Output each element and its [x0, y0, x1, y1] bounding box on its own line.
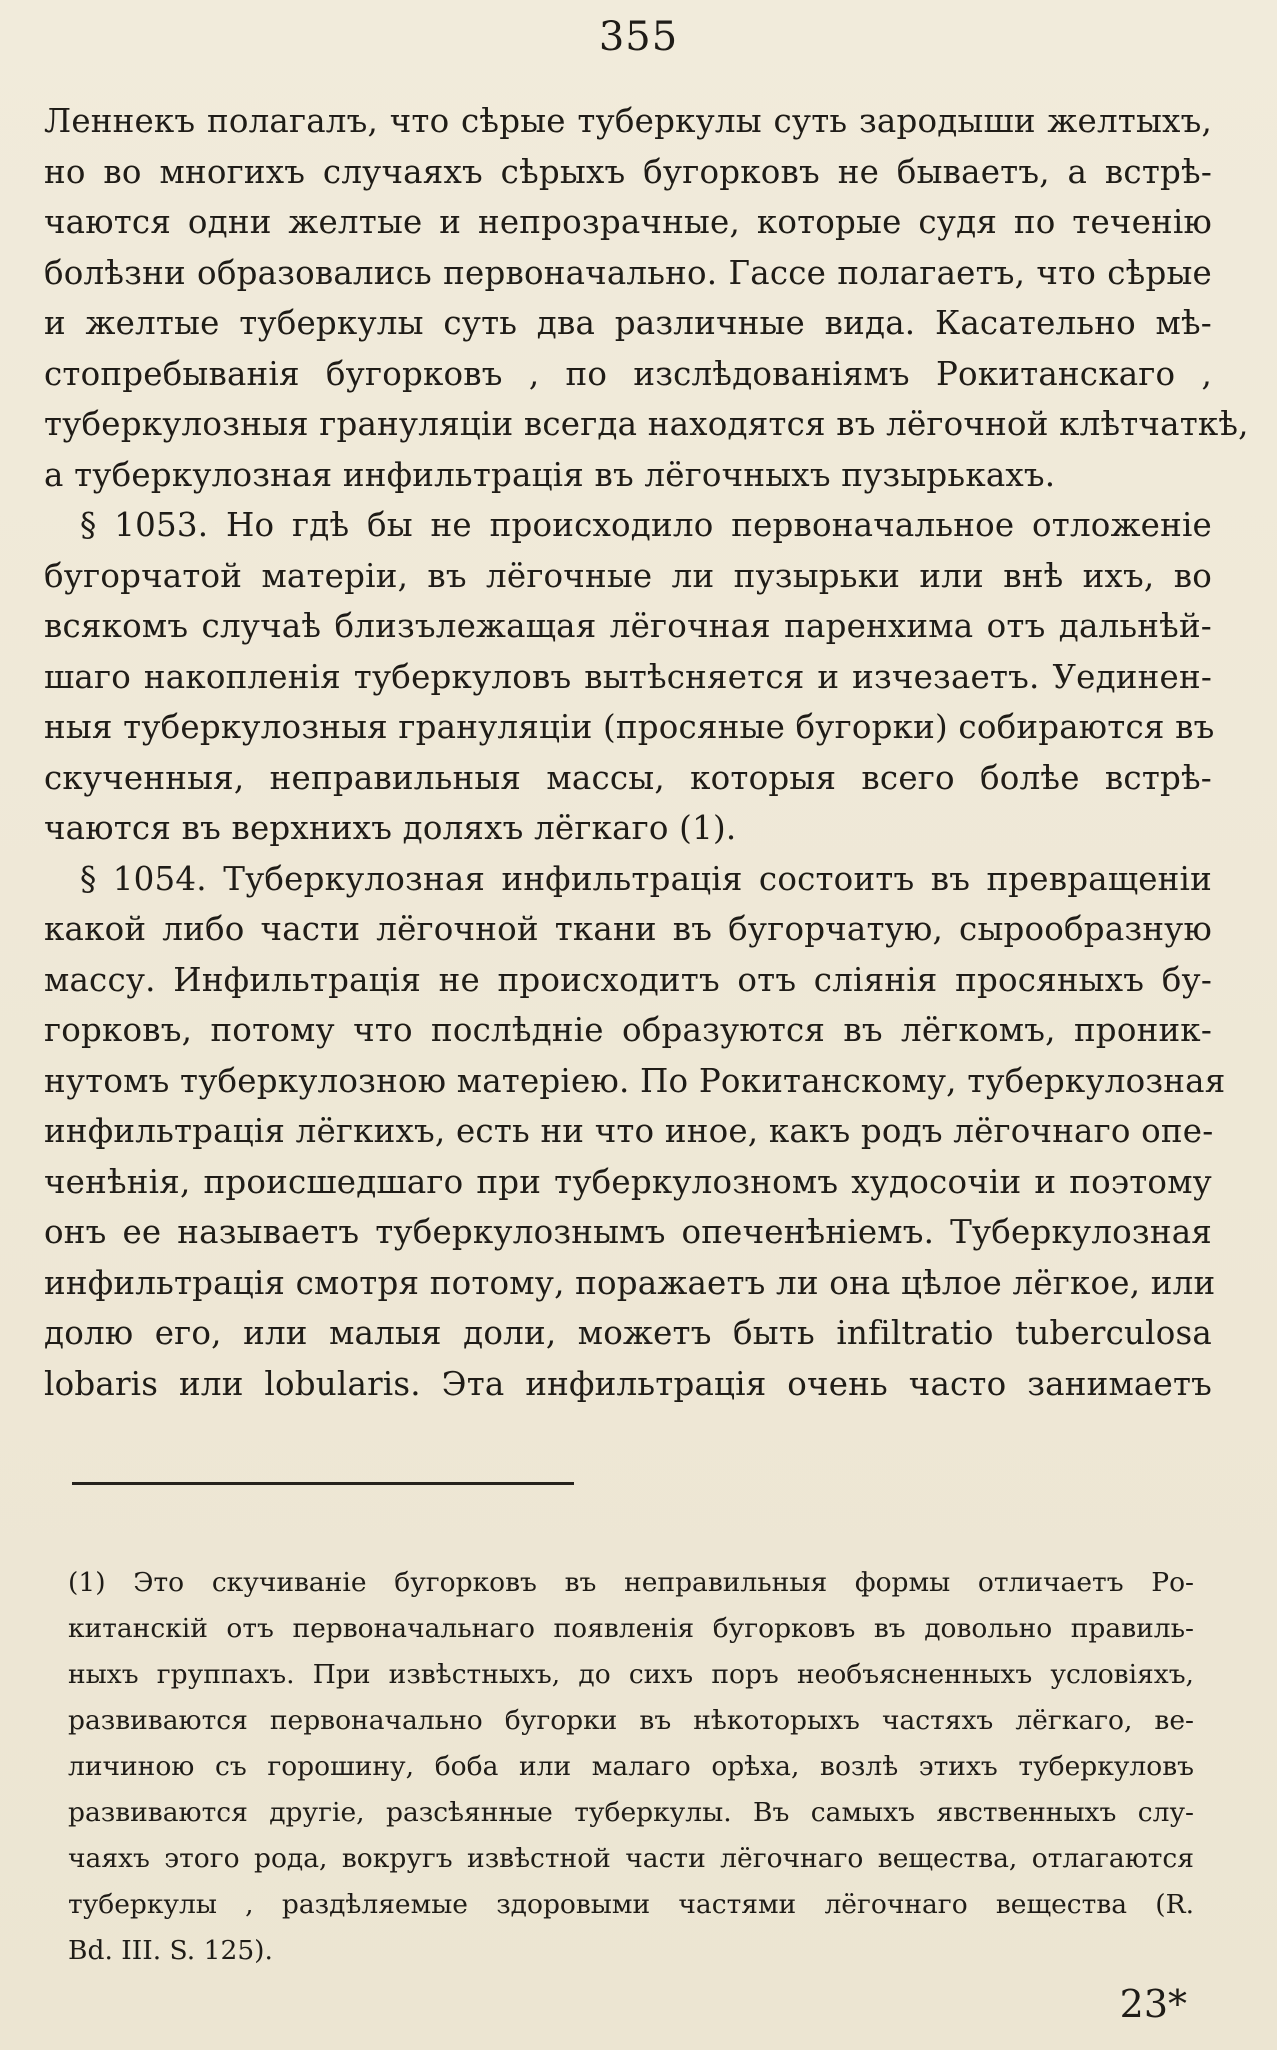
main-text	[44, 96, 1249, 1409]
footnote-line: развиваются другіе, разсѣянные туберкулы. Въ самыхъ явственныхъ слу-	[68, 1797, 1194, 1828]
footnote-line: ныхъ группахъ. При извѣстныхъ, до сихъ поръ необъясненныхъ условіяхъ,	[68, 1659, 1194, 1690]
text-line: инфильтрація лёгкихъ, есть ни что иное, какъ родъ лёгочнаго опе-	[44, 1112, 1214, 1150]
footnote-line: китанскій отъ первоначальнаго появленія бугорковъ въ довольно правиль-	[68, 1613, 1194, 1644]
text-line: бугорчатой матеріи, въ лёгочные ли пузырьки или внѣ ихъ, во	[44, 556, 1212, 595]
text-line: инфильтрація смотря потому, поражаетъ ли она цѣлое лёгкое, или	[44, 1263, 1216, 1302]
text-line: всякомъ случаѣ близълежащая лёгочная паренхима отъ дальнѣй-	[44, 607, 1212, 645]
text-line: массу. Инфильтрація не происходитъ отъ слiянія просяныхъ бу-	[44, 960, 1212, 999]
text-line: болѣзни образовались первоначально. Гассе полагаетъ, что сѣрые	[44, 253, 1212, 292]
text-line: какой либо части лёгочной ткани въ бугорчатую, сырообразную	[44, 910, 1212, 948]
text-line: чаются одни желтые и непрозрачные, которые судя по теченію	[44, 203, 1212, 241]
text-line: стопребыванія бугорковъ , по изслѣдованіямъ Рокитанскаго ,	[44, 354, 1212, 393]
text-line: Леннекъ полагалъ, что сѣрые туберкулы суть зародыши желтыхъ,	[44, 102, 1212, 140]
text-line: и желтые туберкулы суть два различные вида. Касательно мѣ-	[44, 304, 1212, 342]
page-number: 355	[598, 14, 679, 60]
section-1054-start: § 1054. Туберкулозная инфильтрація состоитъ въ превращеніи	[80, 859, 1212, 898]
text-line: но во многихъ случаяхъ сѣрыхъ бугорковъ не бываетъ, а встрѣ-	[44, 152, 1212, 191]
text-line: онъ ее называетъ туберкулознымъ опеченѣніемъ. Туберкулозная	[44, 1213, 1212, 1251]
text-line: шаго накопленія туберкуловъ вытѣсняется и изчезаетъ. Уединен-	[44, 657, 1212, 696]
footnote-line: (1) Это скучиваніе бугорковъ въ неправильныя формы отличаетъ Ро-	[68, 1567, 1194, 1598]
text-line: туберкулозныя грануляціи всегда находятся въ лёгочной клѣтчаткѣ,	[44, 405, 1249, 443]
text-line: скученныя, неправильныя массы, которыя всего болѣе встрѣ-	[44, 758, 1212, 797]
text-line: долю его, или малыя доли, можетъ быть infiltratio tuberculosa	[44, 1314, 1212, 1352]
text-line: ныя туберкулозныя грануляціи (просяные бугорки) собираются въ	[44, 708, 1215, 746]
footnote-divider	[72, 1482, 574, 1485]
text-line: lobaris или lobularis. Эта инфильтрація очень часто занимаетъ	[44, 1364, 1212, 1403]
footnote-line: развиваются первоначально бугорки въ нѣкоторыхъ частяхъ лёгкаго, ве-	[68, 1705, 1194, 1736]
text-line: горковъ, потому что послѣдніе образуются въ лёгкомъ, проник-	[44, 1011, 1212, 1049]
text-line: ченѣнія, происшедшаго при туберкулозномъ худосочіи и поэтому	[44, 1162, 1212, 1201]
footnote-line: чаяхъ этого рода, вокругъ извѣстной части лёгочнаго вещества, отлагаются	[68, 1843, 1194, 1874]
text-line: нутомъ туберкулозною матеріею. По Рокитанскому, туберкулозная	[44, 1061, 1226, 1100]
section-1053-start: § 1053. Но гдѣ бы не происходило первоначальное отложеніе	[80, 506, 1212, 544]
footnote-line: Bd. III. S. 125).	[68, 1935, 273, 1966]
text-line: а туберкулозная инфильтрація въ лёгочныхъ пузырькахъ.	[44, 455, 1056, 494]
text-line: чаются въ верхнихъ доляхъ лёгкаго (1).	[44, 809, 737, 847]
footnote-line: туберкулы , раздѣляемые здоровыми частями лёгочнаго вещества (R.	[68, 1889, 1194, 1920]
footnote-line: личиною съ горошину, боба или малаго орѣха, возлѣ этихъ туберкуловъ	[68, 1751, 1194, 1782]
signature-mark: 23*	[1119, 1982, 1187, 2026]
footnotes	[68, 1560, 1194, 1974]
